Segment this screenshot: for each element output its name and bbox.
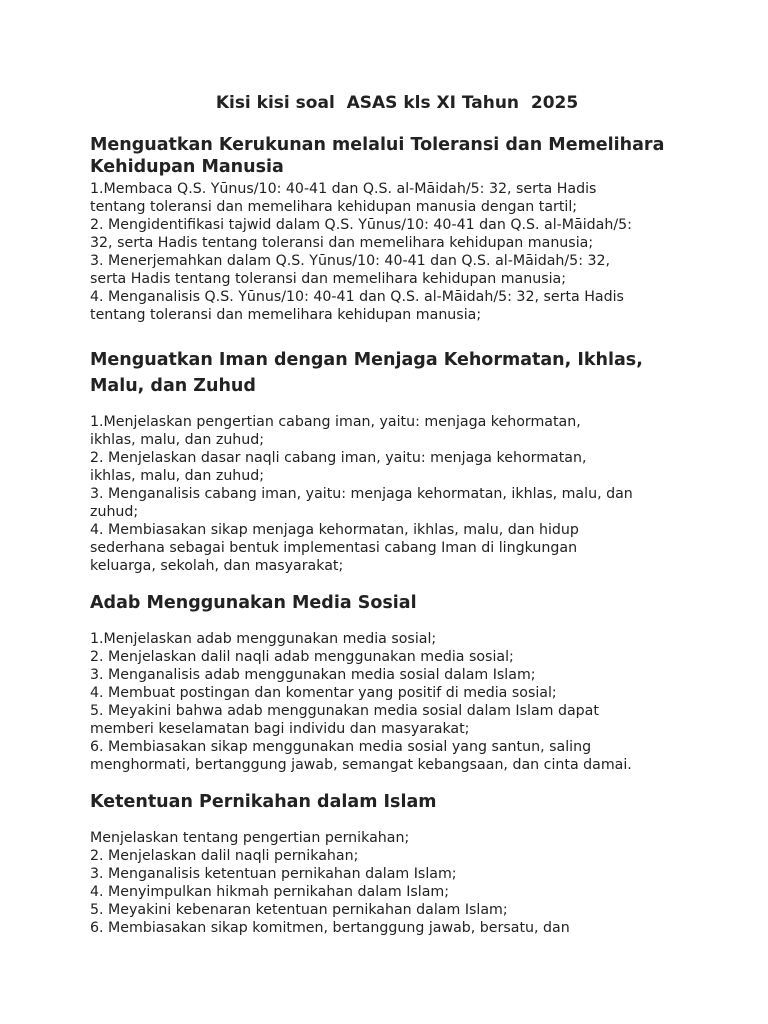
body-line: menghormati, bertanggung jawab, semangat kebangsaan, dan cinta damai. — [90, 757, 632, 773]
section-heading-line: Menguatkan Kerukunan melalui Toleransi dan Memelihara — [90, 135, 665, 155]
section-heading — [90, 791, 690, 813]
body-line: 4. Menyimpulkan hikmah pernikahan dalam Islam; — [90, 884, 450, 900]
section-heading-line: Menguatkan Iman dengan Menjaga Kehormatan, Ikhlas, — [90, 350, 643, 370]
body-line: 3. Menganalisis ketentuan pernikahan dalam Islam; — [90, 866, 457, 882]
body-line: 1.Menjelaskan pengertian cabang iman, yaitu: menjaga kehormatan, — [90, 414, 581, 430]
section-kerukunan-toleransi — [90, 134, 690, 324]
section-body — [90, 413, 690, 575]
section-heading-line: Ketentuan Pernikahan dalam Islam — [90, 792, 437, 812]
document-page — [90, 92, 690, 937]
body-line: 1.Membaca Q.S. Yūnus/10: 40-41 dan Q.S. al-Māidah/5: 32, serta Hadis — [90, 181, 597, 197]
section-body — [90, 829, 690, 937]
section-heading — [90, 348, 690, 399]
section-body — [90, 630, 690, 774]
body-line: 3. Menerjemahkan dalam Q.S. Yūnus/10: 40-41 dan Q.S. al-Māidah/5: 32, — [90, 253, 611, 269]
body-line: 6. Membiasakan sikap komitmen, bertanggung jawab, bersatu, dan — [90, 920, 570, 936]
body-line: serta Hadis tentang toleransi dan memelihara kehidupan manusia; — [90, 271, 567, 287]
section-heading — [90, 134, 690, 178]
body-line: 1.Menjelaskan adab menggunakan media sosial; — [90, 631, 437, 647]
body-line: tentang toleransi dan memelihara kehidupan manusia; — [90, 307, 482, 323]
body-line: keluarga, sekolah, dan masyarakat; — [90, 558, 344, 574]
body-line: 2. Menjelaskan dalil naqli pernikahan; — [90, 848, 359, 864]
body-line: ikhlas, malu, dan zuhud; — [90, 468, 265, 484]
body-line: 3. Menganalisis cabang iman, yaitu: menjaga kehormatan, ikhlas, malu, dan — [90, 486, 633, 502]
body-line: sederhana sebagai bentuk implementasi cabang Iman di lingkungan — [90, 540, 578, 556]
body-line: 32, serta Hadis tentang toleransi dan memelihara kehidupan manusia; — [90, 235, 594, 251]
section-pernikahan — [90, 791, 690, 937]
body-line: 5. Meyakini kebenaran ketentuan pernikahan dalam Islam; — [90, 902, 508, 918]
body-line: 4. Menganalisis Q.S. Yūnus/10: 40-41 dan Q.S. al-Māidah/5: 32, serta Hadis — [90, 289, 624, 305]
body-line: 4. Membiasakan sikap menjaga kehormatan, ikhlas, malu, dan hidup — [90, 522, 579, 538]
document-title: Kisi kisi soal ASAS kls XI Tahun 2025 — [215, 93, 579, 113]
body-line: 3. Menganalisis adab menggunakan media sosial dalam Islam; — [90, 667, 536, 683]
body-line: 6. Membiasakan sikap menggunakan media sosial yang santun, saling — [90, 739, 592, 755]
section-media-sosial — [90, 592, 690, 774]
section-heading — [90, 592, 690, 614]
body-line: zuhud; — [90, 504, 139, 520]
body-line: 2. Menjelaskan dasar naqli cabang iman, yaitu: menjaga kehormatan, — [90, 450, 587, 466]
body-line: tentang toleransi dan memelihara kehidupan manusia dengan tartil; — [90, 199, 578, 215]
body-line: 5. Meyakini bahwa adab menggunakan media sosial dalam Islam dapat — [90, 703, 599, 719]
section-iman-kehormatan — [90, 348, 690, 575]
section-heading-line: Malu, dan Zuhud — [90, 375, 256, 396]
body-line: Menjelaskan tentang pengertian pernikahan; — [90, 830, 410, 846]
section-heading-line: Kehidupan Manusia — [90, 157, 284, 177]
section-heading-line: Adab Menggunakan Media Sosial — [90, 593, 417, 613]
body-line: 2. Mengidentifikasi tajwid dalam Q.S. Yūnus/10: 40-41 dan Q.S. al-Māidah/5: — [90, 217, 632, 233]
section-body — [90, 180, 690, 324]
body-line: ikhlas, malu, dan zuhud; — [90, 432, 265, 448]
body-line: 4. Membuat postingan dan komentar yang positif di media sosial; — [90, 685, 557, 701]
body-line: 2. Menjelaskan dalil naqli adab menggunakan media sosial; — [90, 649, 514, 665]
body-line: memberi keselamatan bagi individu dan masyarakat; — [90, 721, 470, 737]
